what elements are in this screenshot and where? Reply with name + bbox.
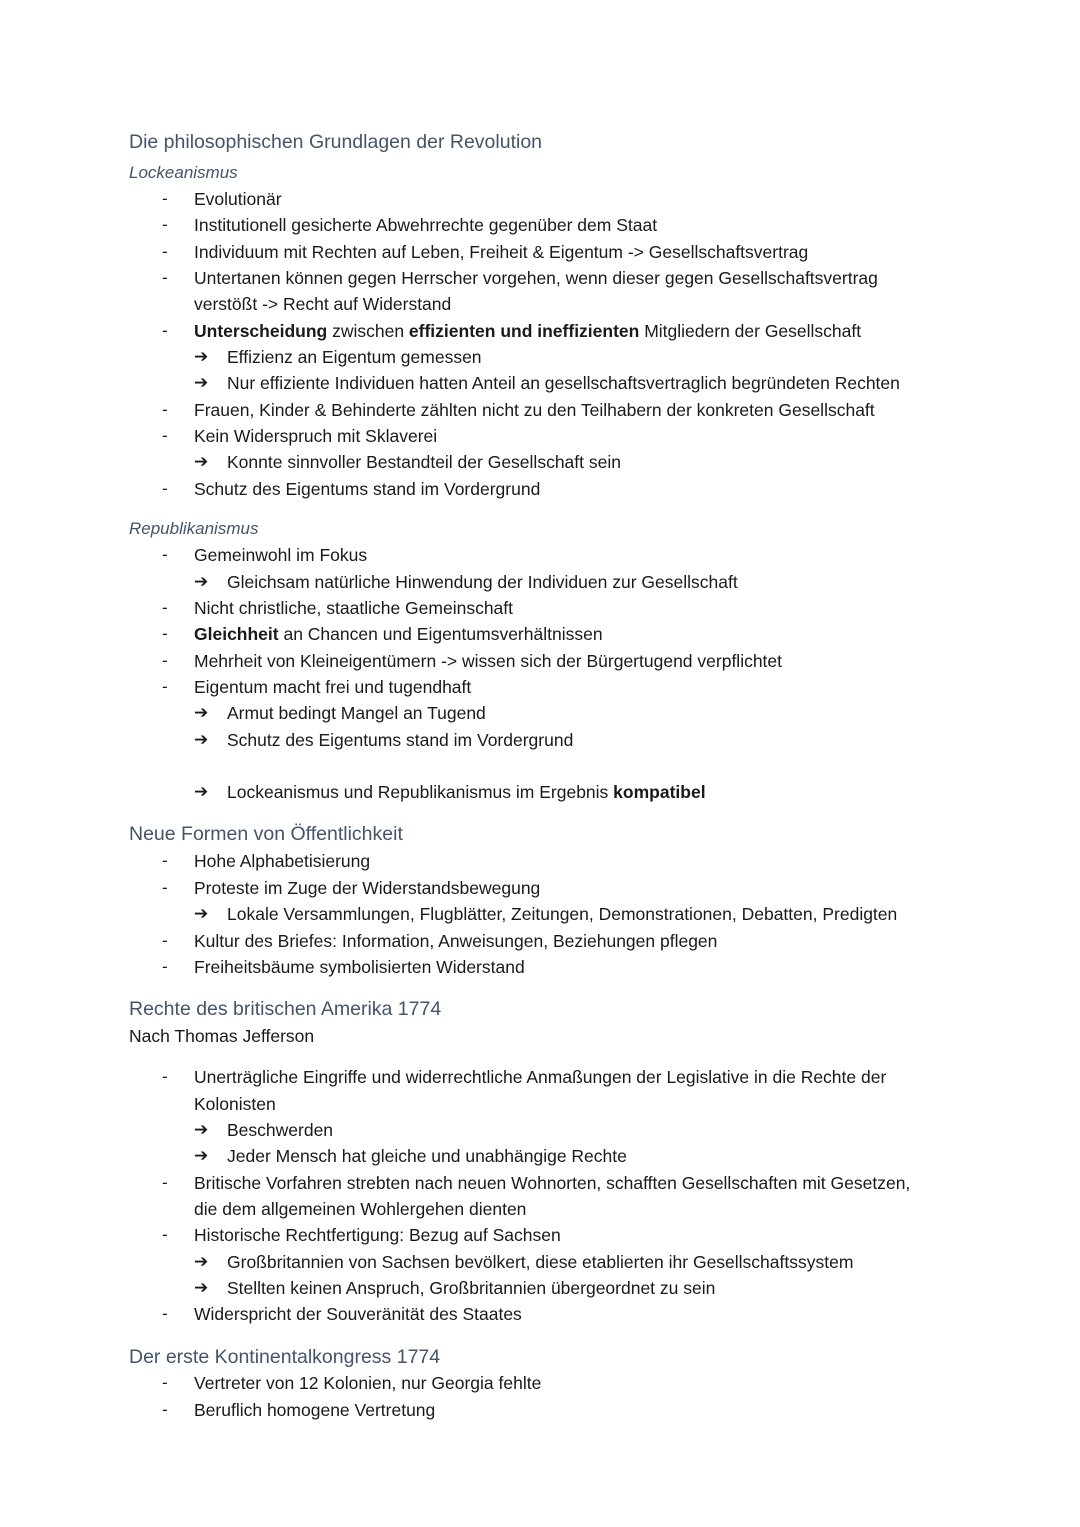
dash-bullet: - <box>162 598 168 617</box>
text-run: Gemeinwohl im Fokus <box>194 545 368 565</box>
arrow-item <box>227 700 486 726</box>
bullet-item <box>194 186 282 212</box>
bold-text: kompatibel <box>613 782 706 802</box>
section-heading <box>129 820 403 848</box>
dash-bullet: - <box>162 1067 168 1086</box>
bullet-item <box>194 318 861 344</box>
dash-bullet: - <box>162 1173 168 1192</box>
text-run: Proteste im Zuge der Widerstandsbewegung <box>194 878 541 898</box>
dash-bullet: - <box>162 189 168 208</box>
text-run: Kolonisten <box>194 1094 276 1114</box>
arrow-right-icon: ➔ <box>194 572 209 591</box>
text-run: Kein Widerspruch mit Sklaverei <box>194 426 438 446</box>
text-run: Evolutionär <box>194 189 282 209</box>
arrow-right-icon: ➔ <box>194 904 209 923</box>
bullet-item <box>194 1370 541 1396</box>
text-run: an Chancen und Eigentumsverhältnissen <box>278 624 603 644</box>
bullet-item <box>194 1064 886 1090</box>
dash-bullet: - <box>162 624 168 643</box>
text-run: Kultur des Briefes: Information, Anweisungen, Beziehungen pflegen <box>194 931 718 951</box>
text-run: Schutz des Eigentums stand im Vordergrund <box>194 479 541 499</box>
dash-bullet: - <box>162 957 168 976</box>
bullet-item <box>194 621 603 647</box>
bullet-item <box>194 1397 435 1423</box>
text-run: Stellten keinen Anspruch, Großbritannien übergeordnet zu sein <box>227 1278 716 1298</box>
arrow-right-icon: ➔ <box>194 1252 209 1271</box>
bullet-item <box>194 595 513 621</box>
section-heading <box>129 1343 440 1371</box>
text-run: die dem allgemeinen Wohlergehen dienten <box>194 1199 527 1219</box>
bullet-item <box>194 423 437 449</box>
text-line <box>129 1023 314 1049</box>
text-run: Lockeanismus <box>129 163 238 182</box>
text-run: Effizienz an Eigentum gemessen <box>227 347 482 367</box>
arrow-item <box>227 779 706 805</box>
dash-bullet: - <box>162 851 168 870</box>
arrow-right-icon: ➔ <box>194 782 209 801</box>
arrow-right-icon: ➔ <box>194 347 209 366</box>
bullet-continuation <box>194 1196 526 1222</box>
text-run: Eigentum macht frei und tugendhaft <box>194 677 472 697</box>
subsection-heading <box>129 161 238 185</box>
dash-bullet: - <box>162 321 168 340</box>
text-run: Vertreter von 12 Kolonien, nur Georgia fehlte <box>194 1373 542 1393</box>
arrow-right-icon: ➔ <box>194 1120 209 1139</box>
dash-bullet: - <box>162 215 168 234</box>
dash-bullet: - <box>162 268 168 287</box>
text-run: Lokale Versammlungen, Flugblätter, Zeitungen, Demonstrationen, Debatten, Predigten <box>227 904 898 924</box>
section-heading <box>129 995 441 1023</box>
text-run: Institutionell gesicherte Abwehrrechte gegenüber dem Staat <box>194 215 658 235</box>
text-run: Individuum mit Rechten auf Leben, Freiheit & Eigentum -> Gesellschaftsvertrag <box>194 242 809 262</box>
bullet-continuation <box>194 291 451 317</box>
text-run: Neue Formen von Öffentlichkeit <box>129 823 403 845</box>
text-run: Konnte sinnvoller Bestandteil der Gesellschaft sein <box>227 452 621 472</box>
arrow-right-icon: ➔ <box>194 1146 209 1165</box>
text-run: Beruflich homogene Vertretung <box>194 1400 436 1420</box>
text-run: Nur effiziente Individuen hatten Anteil an gesellschaftsvertraglich begründeten Rechten <box>227 373 900 393</box>
bullet-item <box>194 542 367 568</box>
text-run: Unerträgliche Eingriffe und widerrechtliche Anmaßungen der Legislative in die Rechte der <box>194 1067 887 1087</box>
arrow-right-icon: ➔ <box>194 1278 209 1297</box>
text-run: Mitgliedern der Gesellschaft <box>639 321 862 341</box>
text-run: Republikanismus <box>129 519 259 538</box>
dash-bullet: - <box>162 651 168 670</box>
arrow-right-icon: ➔ <box>194 703 209 722</box>
arrow-item <box>227 569 738 595</box>
text-run: Widerspricht der Souveränität des Staates <box>194 1304 522 1324</box>
bullet-item <box>194 212 657 238</box>
bold-text: effizienten und ineffizienten <box>408 321 640 341</box>
text-run: Armut bedingt Mangel an Tugend <box>227 703 486 723</box>
text-run: Schutz des Eigentums stand im Vordergrund <box>227 730 574 750</box>
text-run: Rechte des britischen Amerika 1774 <box>129 998 442 1020</box>
bullet-item <box>194 476 540 502</box>
dash-bullet: - <box>162 878 168 897</box>
arrow-item <box>227 727 573 753</box>
dash-bullet: - <box>162 1225 168 1244</box>
dash-bullet: - <box>162 931 168 950</box>
dash-bullet: - <box>162 1400 168 1419</box>
text-run: Gleichsam natürliche Hinwendung der Individuen zur Gesellschaft <box>227 572 738 592</box>
arrow-item <box>227 370 900 396</box>
bold-text: Unterscheidung <box>194 321 328 341</box>
text-run: Untertanen können gegen Herrscher vorgehen, wenn dieser gegen Gesellschaftsvertrag <box>194 268 878 288</box>
dash-bullet: - <box>162 1304 168 1323</box>
dash-bullet: - <box>162 1373 168 1392</box>
bullet-item <box>194 397 875 423</box>
text-run: Britische Vorfahren strebten nach neuen Wohnorten, schafften Gesellschaften mit Gesetzen, <box>194 1173 911 1193</box>
text-run: zwischen <box>327 321 409 341</box>
dash-bullet: - <box>162 677 168 696</box>
bullet-item <box>194 648 782 674</box>
text-run: Lockeanismus und Republikanismus im Ergebnis <box>227 782 614 802</box>
bullet-item <box>194 1170 910 1196</box>
arrow-item <box>227 1275 715 1301</box>
bullet-item <box>194 239 808 265</box>
bullet-item <box>194 1301 522 1327</box>
arrow-item <box>227 1117 333 1143</box>
arrow-item <box>227 1249 853 1275</box>
bullet-item <box>194 954 525 980</box>
text-run: Historische Rechtfertigung: Bezug auf Sachsen <box>194 1225 561 1245</box>
dash-bullet: - <box>162 242 168 261</box>
text-run: Nach Thomas Jefferson <box>129 1026 315 1046</box>
bullet-item <box>194 265 878 291</box>
bullet-item <box>194 875 540 901</box>
dash-bullet: - <box>162 545 168 564</box>
bullet-item <box>194 928 717 954</box>
subsection-heading <box>129 517 258 541</box>
text-run: Die philosophischen Grundlagen der Revolution <box>129 131 543 153</box>
arrow-right-icon: ➔ <box>194 373 209 392</box>
dash-bullet: - <box>162 479 168 498</box>
bullet-continuation <box>194 1091 276 1117</box>
arrow-right-icon: ➔ <box>194 452 209 471</box>
text-run: Hohe Alphabetisierung <box>194 851 371 871</box>
arrow-right-icon: ➔ <box>194 730 209 749</box>
section-heading <box>129 128 542 156</box>
text-run: Beschwerden <box>227 1120 334 1140</box>
text-run: Der erste Kontinentalkongress 1774 <box>129 1346 441 1368</box>
bold-text: Gleichheit <box>194 624 279 644</box>
text-run: verstößt -> Recht auf Widerstand <box>194 294 452 314</box>
text-run: Mehrheit von Kleineigentümern -> wissen sich der Bürgertugend verpflichtet <box>194 651 783 671</box>
bullet-item <box>194 848 370 874</box>
dash-bullet: - <box>162 426 168 445</box>
dash-bullet: - <box>162 400 168 419</box>
text-run: Nicht christliche, staatliche Gemeinschaft <box>194 598 514 618</box>
bullet-item <box>194 674 471 700</box>
bullet-item <box>194 1222 561 1248</box>
arrow-item <box>227 344 482 370</box>
text-run: Frauen, Kinder & Behinderte zählten nicht zu den Teilhabern der konkreten Gesellschaft <box>194 400 875 420</box>
arrow-item <box>227 1143 627 1169</box>
text-run: Großbritannien von Sachsen bevölkert, diese etablierten ihr Gesellschaftssystem <box>227 1252 854 1272</box>
arrow-item <box>227 449 621 475</box>
text-run: Freiheitsbäume symbolisierten Widerstand <box>194 957 525 977</box>
text-run: Jeder Mensch hat gleiche und unabhängige Rechte <box>227 1146 627 1166</box>
arrow-item <box>227 901 897 927</box>
